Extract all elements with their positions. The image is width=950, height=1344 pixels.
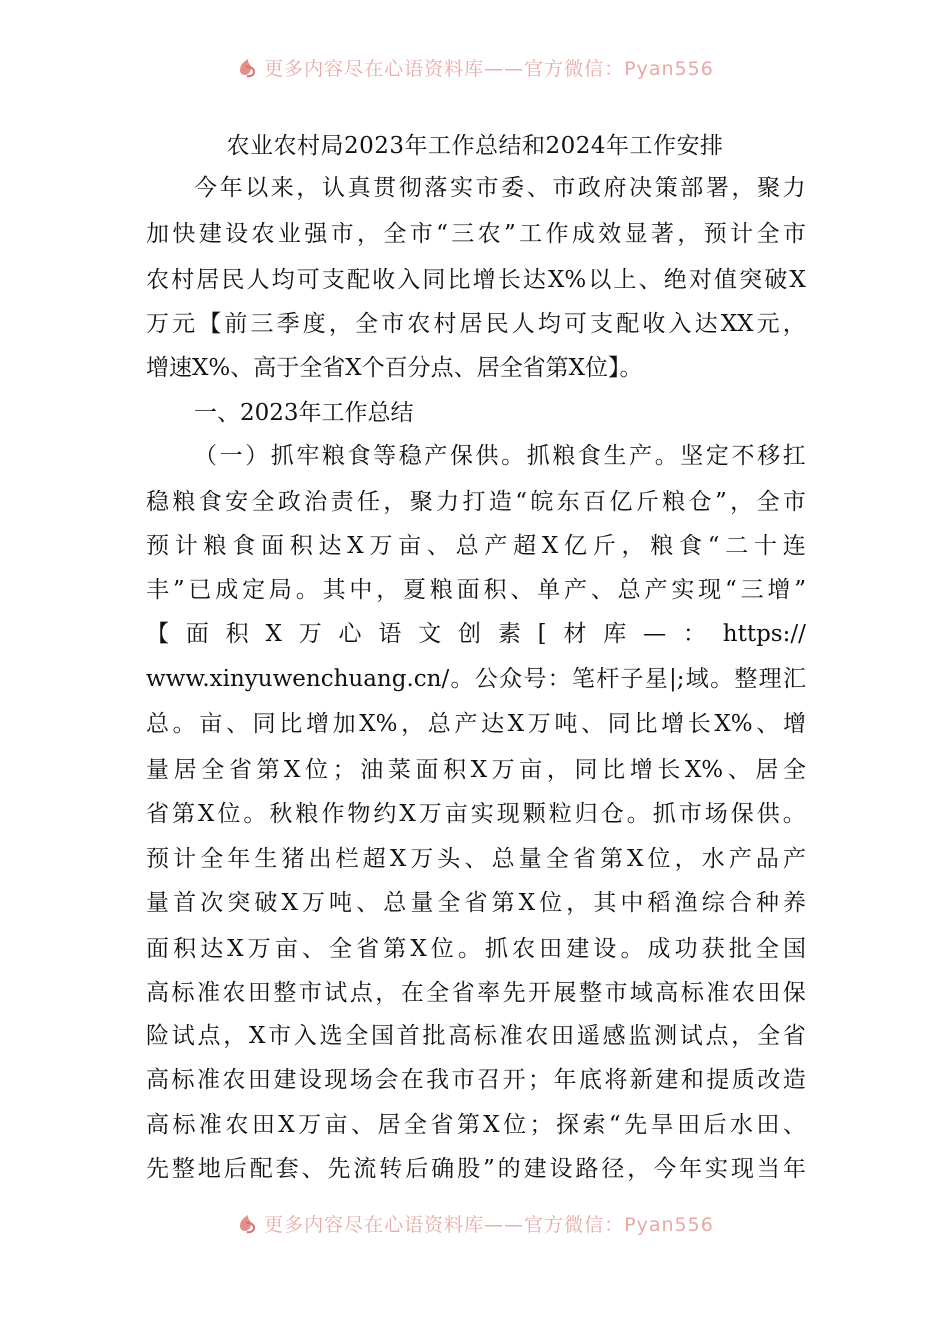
intro-line: 增速X%、高于全省X个百分点、居全省第X位】。 [146,355,643,381]
flame-logo-icon [236,1212,258,1234]
section-line: www.xinyuwenchuang.cn/ 。 公 众 号 ： 笔 杆 子 星 |; 域 。 整 理 汇 [146,666,806,692]
section-line: 稳 粮 食 安 全 政 治 责 任 ， 聚 力 打 造 “ 皖 东 百 亿 斤 粮 仓 ” ， 全 市 [146,489,806,515]
section-line: 预 计 全 年 生 猪 出 栏 超 X 万 头 、 总 量 全 省 第 X 位 ， 水 产 品 产 [146,846,806,872]
section-heading: 一、2023年工作总结 [194,400,414,426]
section-line: 面 积 达 X 万 亩 、 全 省 第 X 位 。 抓 农 田 建 设 。 成 功 获 批 全 国 [146,936,806,962]
intro-line: 农 村 居 民 人 均 可 支 配 收 入 同 比 增 长 达 X% 以 上 、 绝 对 值 突 破 X [146,267,806,293]
footer-watermark [0,1208,950,1238]
flame-logo-icon [236,56,258,78]
section-line: 先 整 地 后 配 套 、 先 流 转 后 确 股 ” 的 建 设 路 径 ， 今 年 实 现 当 年 [146,1156,806,1182]
intro-line: 今 年 以 来 ， 认 真 贯 彻 落 实 市 委 、 市 政 府 决 策 部 署 ， 聚 力 [194,175,806,201]
watermark-text: 更多内容尽在心语资料库——官方微信：Pyan556 [264,57,714,80]
intro-line: 万 元 【 前 三 季 度 ， 全 市 农 村 居 民 人 均 可 支 配 收 入 达 XX 元 ， [146,311,806,337]
section-line: 总 。 亩 、 同 比 增 加 X% ， 总 产 达 X 万 吨 、 同 比 增 长 X% 、 增 [146,711,806,737]
section-line: 【 面 积 X 万 心 语 文 创 素 [ 材 库 — ： https:// [146,621,806,647]
section-line: 预 计 粮 食 面 积 达 X 万 亩 、 总 产 超 X 亿 斤 ， 粮 食 “ 二 十 连 [146,533,806,559]
section-line: 丰 ” 已 成 定 局 。 其 中 ， 夏 粮 面 积 、 单 产 、 总 产 实 现 “ 三 增 ” [146,577,806,603]
section-line: 高 标 准 农 田 建 设 现 场 会 在 我 市 召 开 ； 年 底 将 新 建 和 提 质 改 造 [146,1067,806,1093]
section-line: （ 一 ） 抓 牢 粮 食 等 稳 产 保 供 。 抓 粮 食 生 产 。 坚 定 不 移 扛 [194,443,806,469]
intro-line: 加 快 建 设 农 业 强 市 ， 全 市 “ 三 农 ” 工 作 成 效 显 著 ， 预 计 全 市 [146,221,806,247]
watermark-text: 更多内容尽在心语资料库——官方微信：Pyan556 [264,1213,714,1236]
document-title: 农业农村局2023年工作总结和2024年工作安排 [226,133,724,159]
section-line: 省 第 X 位 。 秋 粮 作 物 约 X 万 亩 实 现 颗 粒 归 仓 。 抓 市 场 保 供 。 [146,801,806,827]
header-watermark [0,52,950,82]
section-line: 险 试 点 ， X 市 入 选 全 国 首 批 高 标 准 农 田 遥 感 监 测 试 点 ， 全 省 [146,1023,806,1049]
section-line: 高 标 准 农 田 X 万 亩 、 居 全 省 第 X 位 ； 探 索 “ 先 旱 田 后 水 田 、 [146,1112,806,1138]
section-line: 量 首 次 突 破 X 万 吨 、 总 量 全 省 第 X 位 ， 其 中 稻 渔 综 合 种 养 [146,890,806,916]
section-line: 高 标 准 农 田 整 市 试 点 ， 在 全 省 率 先 开 展 整 市 域 高 标 准 农 田 保 [146,980,806,1006]
section-line: 量 居 全 省 第 X 位 ； 油 菜 面 积 X 万 亩 ， 同 比 增 长 X% 、 居 全 [146,757,806,783]
